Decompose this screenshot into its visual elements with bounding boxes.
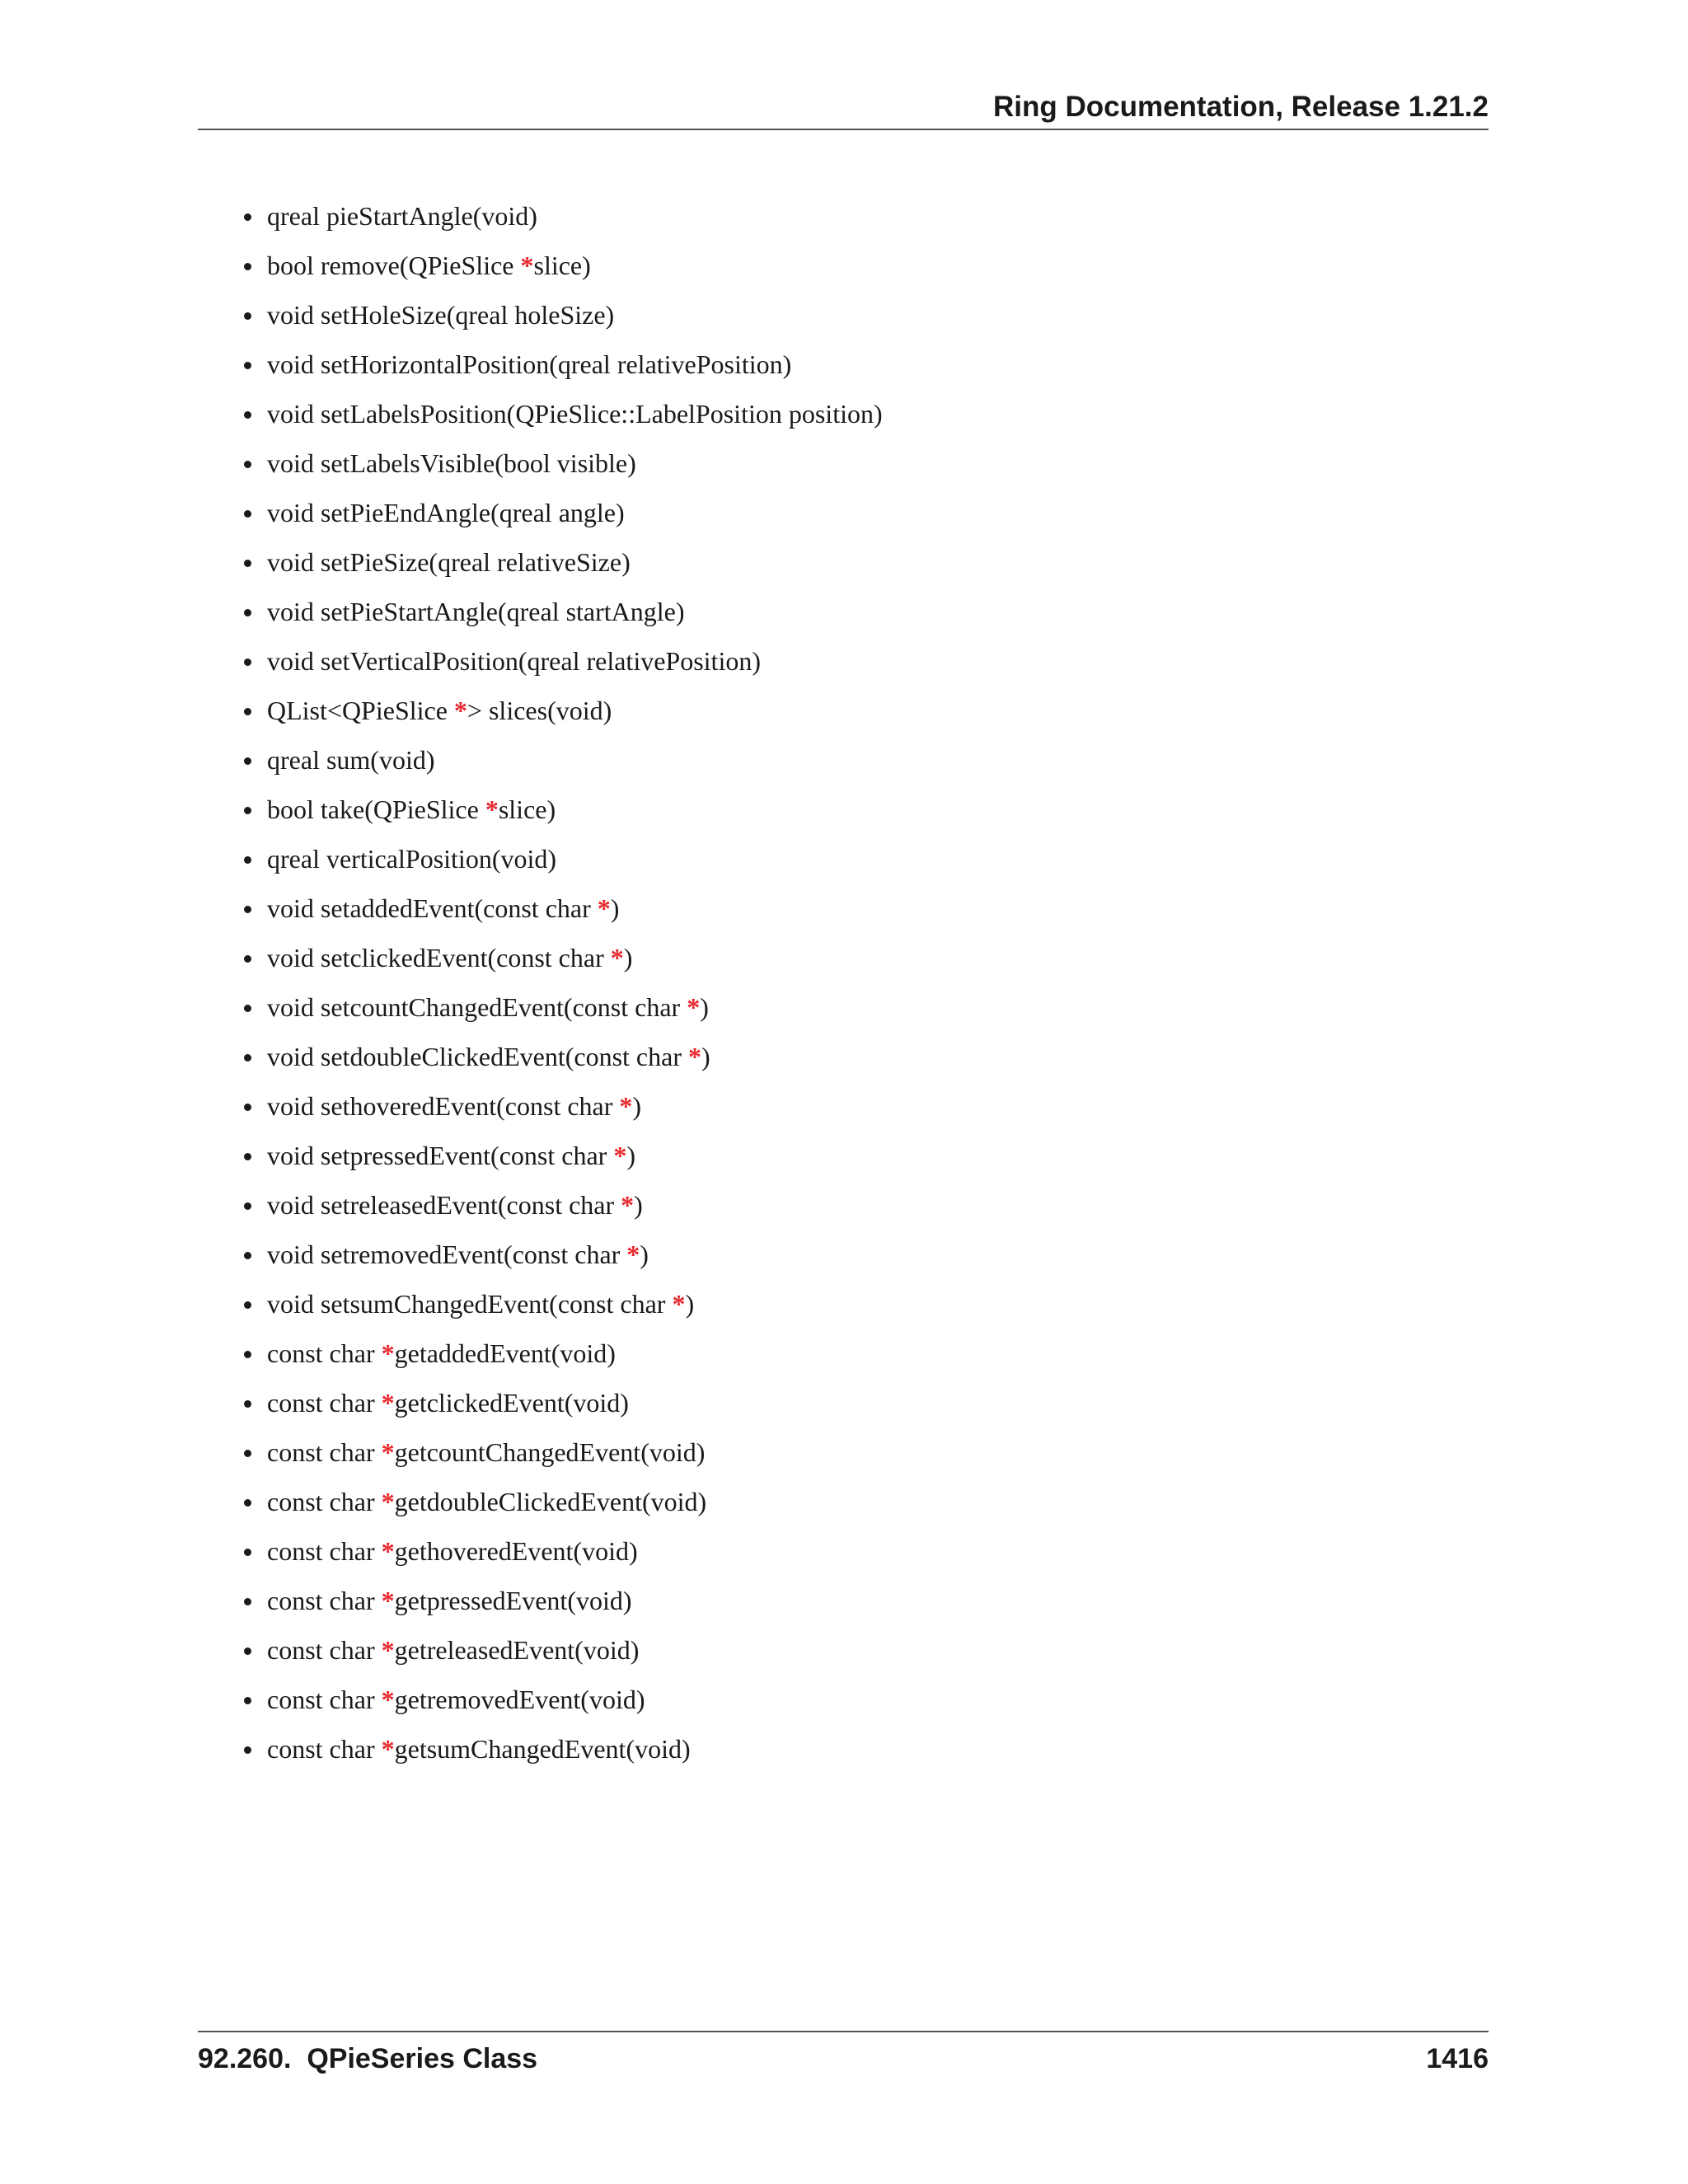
bullet-icon <box>244 362 251 369</box>
pointer-asterisk: * <box>672 1289 686 1319</box>
list-item <box>239 1187 883 1236</box>
pointer-asterisk: * <box>381 1685 395 1714</box>
pointer-asterisk: * <box>621 1190 635 1220</box>
pointer-asterisk: * <box>381 1536 395 1566</box>
pointer-asterisk: * <box>687 1042 701 1071</box>
list-item <box>239 297 883 346</box>
method-signature-text: ) <box>632 1091 642 1121</box>
method-signature-text: getclickedEvent(void) <box>394 1388 629 1418</box>
method-signature-text: void setPieSize(qreal relativeSize) <box>267 547 631 577</box>
method-signature-text: const char <box>267 1685 382 1714</box>
bullet-icon <box>244 1400 251 1408</box>
list-item <box>239 1582 883 1632</box>
method-signature-text: gethoveredEvent(void) <box>394 1536 638 1566</box>
method-signature-text: getremovedEvent(void) <box>394 1685 645 1714</box>
list-item <box>239 940 883 989</box>
list-item <box>239 742 883 791</box>
method-signature-text: ) <box>700 992 709 1022</box>
method-signature-text: getcountChangedEvent(void) <box>394 1437 706 1467</box>
pointer-asterisk: * <box>485 794 499 824</box>
list-item <box>239 791 883 841</box>
pointer-asterisk: * <box>626 1240 640 1269</box>
method-signature-text: void setVerticalPosition(qreal relativePosition) <box>267 646 761 676</box>
method-signature-text: const char <box>267 1487 382 1516</box>
pointer-asterisk: * <box>381 1388 395 1418</box>
bullet-icon <box>244 213 251 221</box>
list-item <box>239 989 883 1038</box>
method-signature-text: qreal sum(void) <box>267 745 435 775</box>
list-item <box>239 1137 883 1187</box>
method-signature-text: const char <box>267 1338 382 1368</box>
list-item <box>239 1236 883 1286</box>
method-signature-text: void setcountChangedEvent(const char <box>267 992 687 1022</box>
bullet-icon <box>244 510 251 518</box>
method-signature-text: ) <box>623 943 633 972</box>
bullet-icon <box>244 1104 251 1111</box>
bullet-icon <box>244 1005 251 1012</box>
list-item <box>239 198 883 247</box>
list-item <box>239 396 883 445</box>
pointer-asterisk: * <box>453 696 467 725</box>
list-item <box>239 1434 883 1483</box>
list-item <box>239 890 883 940</box>
list-item <box>239 247 883 297</box>
bullet-icon <box>244 1549 251 1556</box>
list-item <box>239 1632 883 1681</box>
list-item <box>239 1088 883 1137</box>
pointer-asterisk: * <box>381 1338 395 1368</box>
method-signature-text: ) <box>701 1042 710 1071</box>
method-signature-text: const char <box>267 1734 382 1764</box>
page-header <box>198 91 1489 130</box>
method-signature-text: QList<QPieSlice <box>267 696 454 725</box>
method-signature-text: const char <box>267 1635 382 1665</box>
bullet-icon <box>244 955 251 963</box>
method-signature-text: void setremovedEvent(const char <box>267 1240 627 1269</box>
list-item <box>239 841 883 890</box>
method-signature-text: slice) <box>498 794 556 824</box>
method-signature-text: const char <box>267 1388 382 1418</box>
method-signature-text: ) <box>685 1289 695 1319</box>
pointer-asterisk: * <box>687 992 701 1022</box>
bullet-icon <box>244 1598 251 1605</box>
bullet-icon <box>244 807 251 814</box>
list-item <box>239 445 883 494</box>
method-signature-text: void sethoveredEvent(const char <box>267 1091 620 1121</box>
bullet-icon <box>244 312 251 320</box>
method-signature-text: void setdoubleClickedEvent(const char <box>267 1042 688 1071</box>
method-signature-text: ) <box>610 893 620 923</box>
pointer-asterisk: * <box>381 1635 395 1665</box>
list-item <box>239 692 883 742</box>
method-signature-text: getdoubleClickedEvent(void) <box>394 1487 707 1516</box>
method-signature-text: void setsumChangedEvent(const char <box>267 1289 673 1319</box>
method-signature-text: const char <box>267 1437 382 1467</box>
bullet-icon <box>244 263 251 270</box>
list-item <box>239 1335 883 1385</box>
document-title: Ring Documentation, Release 1.21.2 <box>992 91 1489 123</box>
method-signature-text: getsumChangedEvent(void) <box>394 1734 691 1764</box>
list-item <box>239 494 883 544</box>
page-number: 1416 <box>1426 2043 1489 2074</box>
list-item <box>239 1483 883 1533</box>
method-signature-text: void setHorizontalPosition(qreal relativePosition) <box>267 349 792 379</box>
method-signature-text: ) <box>640 1240 649 1269</box>
bullet-icon <box>244 1252 251 1259</box>
bullet-icon <box>244 1450 251 1457</box>
method-signature-text: ) <box>634 1190 643 1220</box>
bullet-icon <box>244 757 251 765</box>
bullet-icon <box>244 1697 251 1704</box>
bullet-icon <box>244 906 251 913</box>
method-signature-text: qreal verticalPosition(void) <box>267 844 557 874</box>
bullet-icon <box>244 1153 251 1160</box>
method-signature-text: void setHoleSize(qreal holeSize) <box>267 300 615 330</box>
bullet-icon <box>244 1647 251 1655</box>
method-signature-text: bool take(QPieSlice <box>267 794 485 824</box>
bullet-icon <box>244 708 251 715</box>
list-item <box>239 1038 883 1088</box>
bullet-icon <box>244 1301 251 1309</box>
list-item <box>239 544 883 593</box>
pointer-asterisk: * <box>381 1734 395 1764</box>
list-item <box>239 1533 883 1582</box>
bullet-icon <box>244 411 251 419</box>
method-list <box>239 198 883 1780</box>
method-signature-text: slice) <box>533 251 591 280</box>
bullet-icon <box>244 1499 251 1507</box>
bullet-icon <box>244 1202 251 1210</box>
method-signature-text: getaddedEvent(void) <box>394 1338 616 1368</box>
bullet-icon <box>244 856 251 864</box>
method-signature-text: getpressedEvent(void) <box>394 1586 632 1615</box>
list-item <box>239 346 883 396</box>
bullet-icon <box>244 560 251 567</box>
method-signature-text: const char <box>267 1586 382 1615</box>
method-signature-text: qreal pieStartAngle(void) <box>267 201 537 231</box>
list-item <box>239 1681 883 1731</box>
bullet-icon <box>244 1746 251 1754</box>
bullet-icon <box>244 461 251 468</box>
list-item <box>239 1731 883 1780</box>
pointer-asterisk: * <box>381 1437 395 1467</box>
method-signature-text: const char <box>267 1536 382 1566</box>
method-signature-text: getreleasedEvent(void) <box>394 1635 640 1665</box>
bullet-icon <box>244 1351 251 1358</box>
method-signature-text: > slices(void) <box>467 696 612 725</box>
list-item <box>239 1385 883 1434</box>
method-signature-text: void setclickedEvent(const char <box>267 943 611 972</box>
pointer-asterisk: * <box>381 1487 395 1516</box>
method-signature-text: bool remove(QPieSlice <box>267 251 521 280</box>
method-signature-text: void setpressedEvent(const char <box>267 1141 614 1170</box>
list-item <box>239 593 883 643</box>
method-signature-text: void setPieEndAngle(qreal angle) <box>267 498 625 527</box>
list-item <box>239 643 883 692</box>
method-signature-text: void setaddedEvent(const char <box>267 893 598 923</box>
pointer-asterisk: * <box>610 943 624 972</box>
method-signature-text: void setreleasedEvent(const char <box>267 1190 621 1220</box>
method-signature-text: void setLabelsVisible(bool visible) <box>267 448 636 478</box>
pointer-asterisk: * <box>619 1091 633 1121</box>
method-signature-text: void setLabelsPosition(QPieSlice::LabelPosition position) <box>267 399 883 429</box>
page-footer <box>198 2031 1489 2082</box>
bullet-icon <box>244 609 251 616</box>
method-signature-text: ) <box>626 1141 635 1170</box>
list-item <box>239 1286 883 1335</box>
bullet-icon <box>244 1054 251 1062</box>
pointer-asterisk: * <box>597 893 611 923</box>
section-title: 92.260. QPieSeries Class <box>198 2043 538 2074</box>
bullet-icon <box>244 658 251 666</box>
method-signature-text: void setPieStartAngle(qreal startAngle) <box>267 597 685 626</box>
pointer-asterisk: * <box>381 1586 395 1615</box>
pointer-asterisk: * <box>520 251 534 280</box>
pointer-asterisk: * <box>613 1141 627 1170</box>
